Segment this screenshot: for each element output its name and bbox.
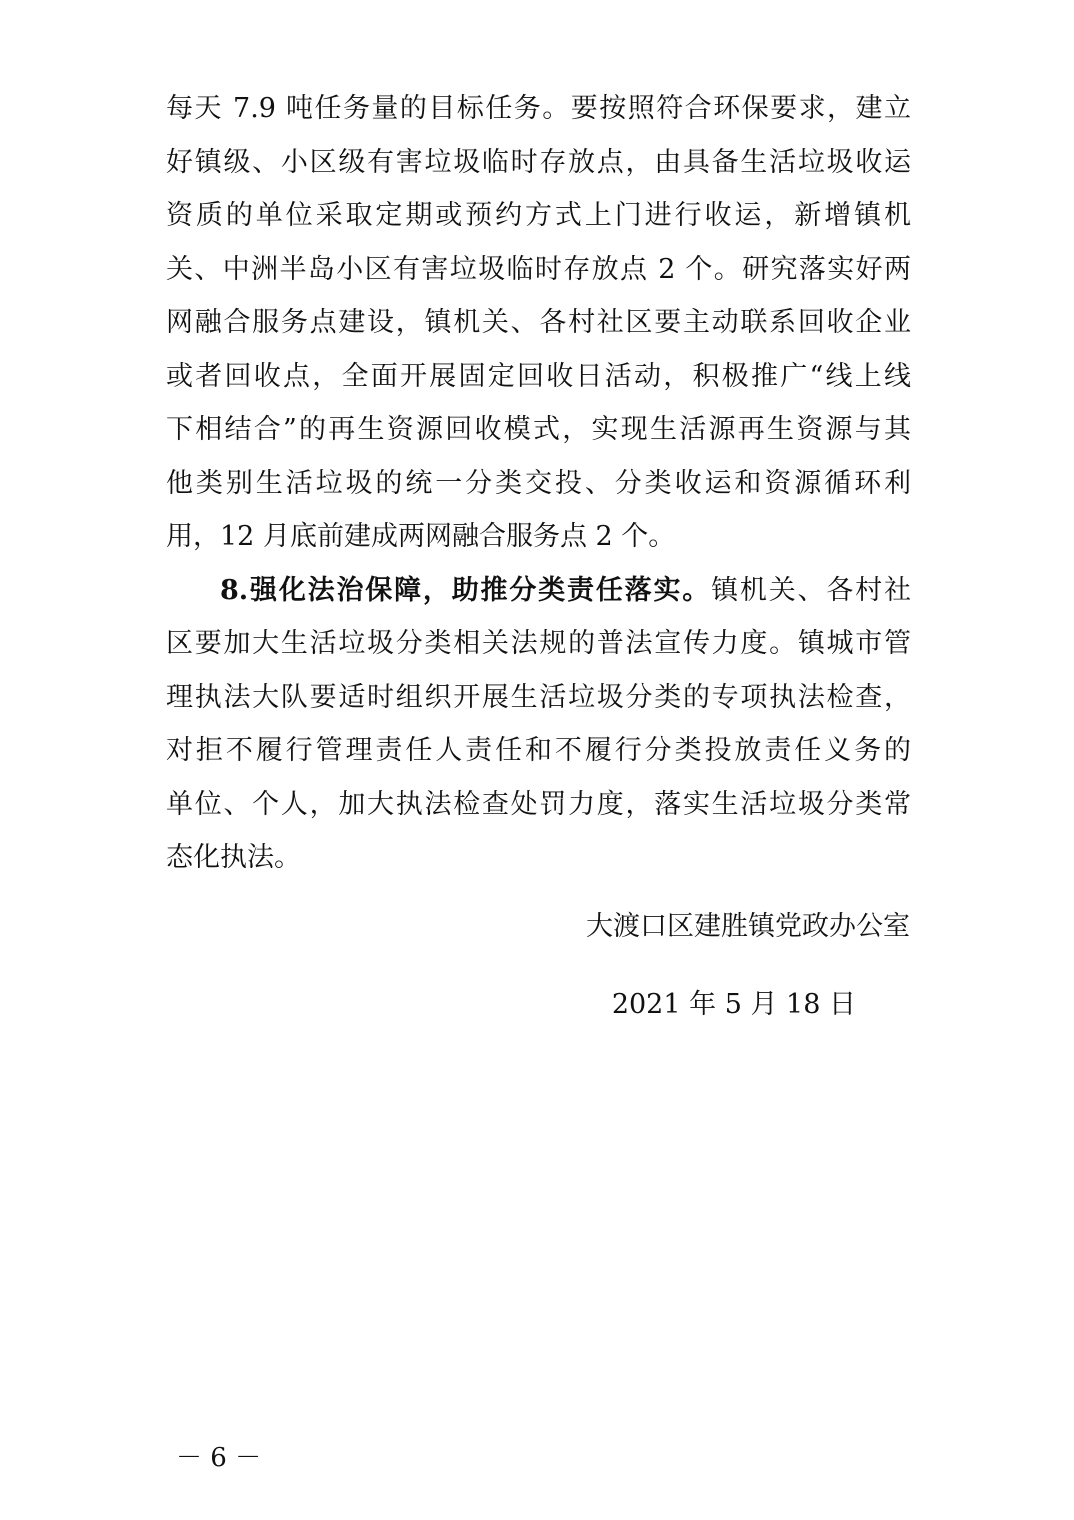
paragraph-2-first-line [166,564,911,618]
page-number: － 6 － [176,1443,262,1473]
issuing-office-signature: 大渡口区建胜镇党政办公室 [586,911,910,942]
text-line: 关、中洲半岛小区有害垃圾临时存放点 2 个。研究落实好两 [166,253,911,285]
text-line: 每天 7.9 吨任务量的目标任务。要按照符合环保要求，建立 [166,93,911,124]
paragraph-1 [166,82,911,564]
text-line: 单位、个人，加大执法检查处罚力度，落实生活垃圾分类常 [166,788,911,820]
text-line: 区要加大生活垃圾分类相关法规的普法宣传力度。镇城市管 [166,628,911,659]
heading-continuation: 镇机关、各村社 [711,574,911,606]
text-line: 态化执法。 [166,842,301,873]
paragraph-2 [166,564,911,885]
document-body [166,82,911,885]
document-date: 2021 年 5 月 18 日 [611,989,856,1020]
text-line: 或者回收点，全面开展固定回收日活动，积极推广“线上线 [166,360,911,392]
section-heading: 8.强化法治保障，助推分类责任落实。 [220,574,712,606]
text-line: 对拒不履行管理责任人责任和不履行分类投放责任义务的 [166,735,911,766]
text-line: 资质的单位采取定期或预约方式上门进行收运，新增镇机 [166,200,911,231]
text-line: 好镇级、小区级有害垃圾临时存放点，由具备生活垃圾收运 [166,146,911,178]
text-line: 他类别生活垃圾的统一分类交投、分类收运和资源循环利 [166,467,911,499]
text-line: 用，12 月底前建成两网融合服务点 2 个。 [166,521,676,552]
text-line: 网融合服务点建设，镇机关、各村社区要主动联系回收企业 [166,307,911,338]
text-line: 理执法大队要适时组织开展生活垃圾分类的专项执法检查， [166,681,911,713]
text-line: 下相结合”的再生资源回收模式，实现生活源再生资源与其 [166,414,911,445]
